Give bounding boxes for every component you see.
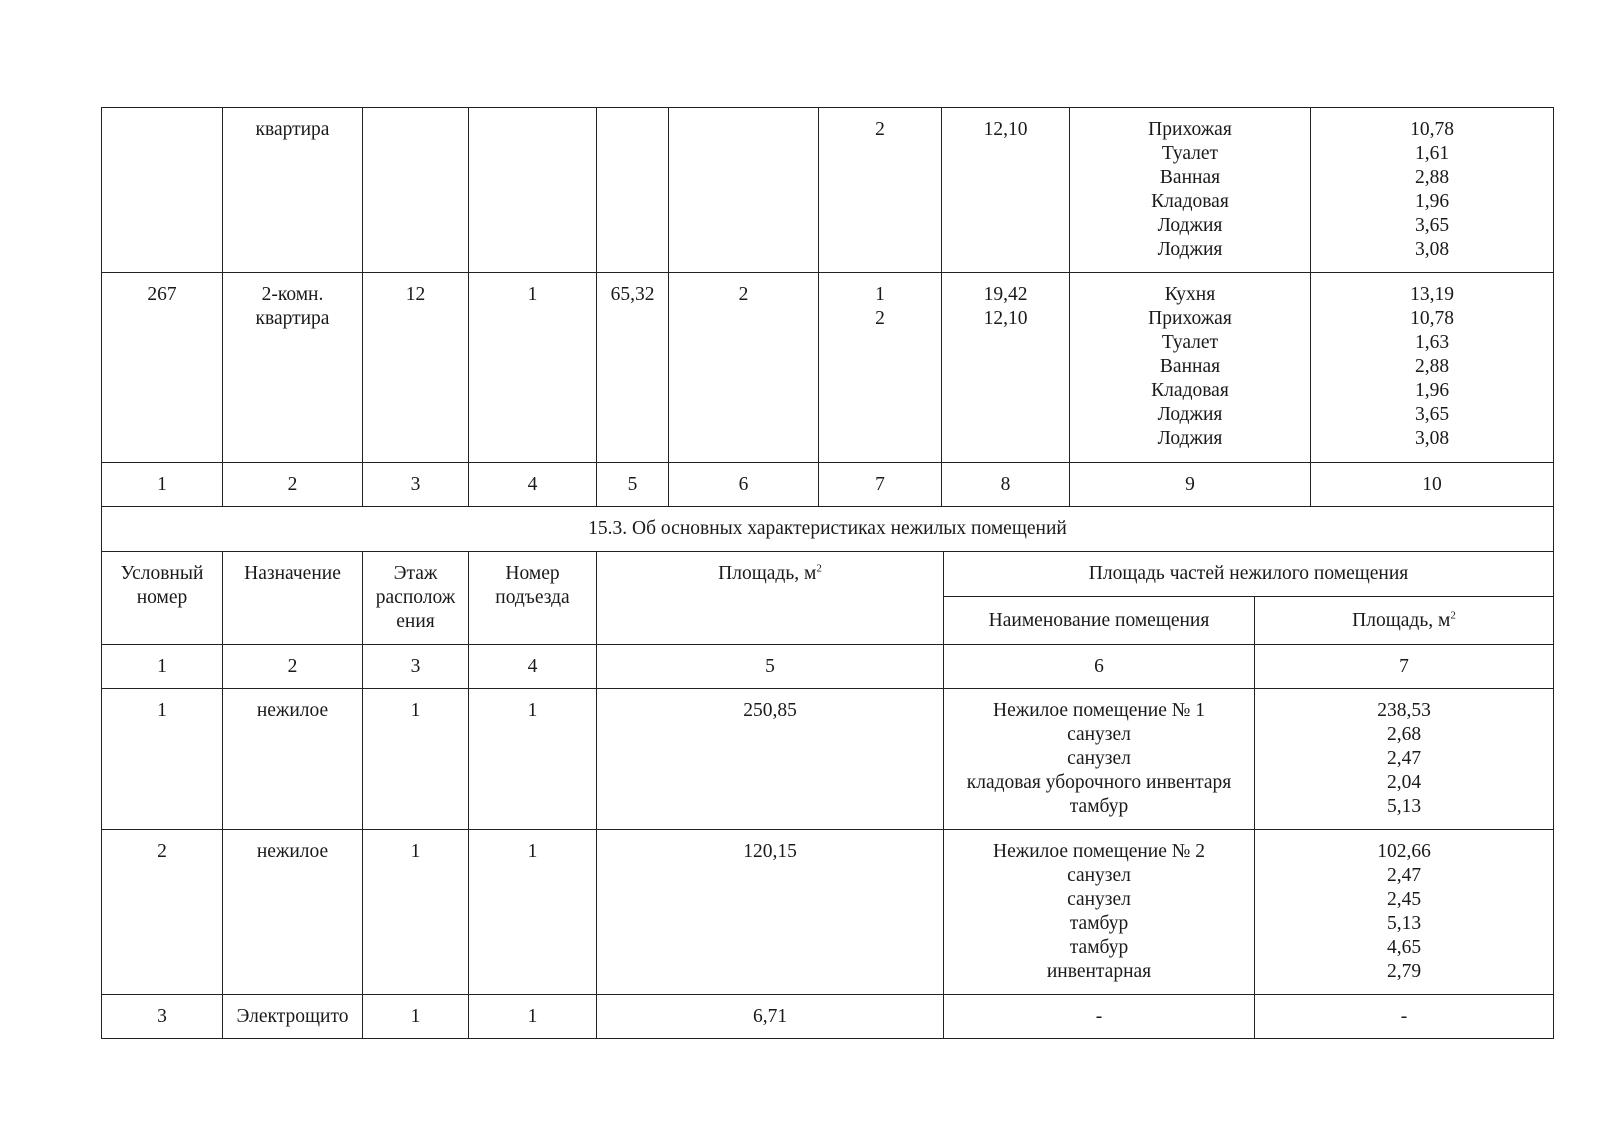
cell-c2 — [223, 273, 363, 463]
room-name: инвентарная — [1046, 961, 1152, 982]
header-text: Площадь, м — [1352, 609, 1451, 631]
room-area: 2,04 — [1386, 772, 1422, 793]
room-name: тамбур — [1069, 796, 1129, 817]
column-number: 9 — [1070, 463, 1311, 507]
column-number: 3 — [363, 645, 469, 689]
room-name: кладовая уборочного инвентаря — [966, 772, 1232, 793]
section-title-row — [102, 507, 1554, 552]
header-room-area — [1255, 597, 1554, 645]
column-number: 1 — [102, 463, 223, 507]
room-area: 2,47 — [1386, 865, 1422, 886]
room-name: Ванная — [1159, 356, 1221, 377]
cell-c10 — [1311, 273, 1554, 463]
table-row — [102, 273, 1554, 463]
room-name: Лоджия — [1157, 239, 1223, 260]
table-row — [102, 108, 1554, 273]
cell-area: 250,85 — [597, 689, 944, 830]
superscript: 2 — [816, 562, 822, 575]
header-text: ения — [396, 611, 435, 632]
header-text: располож — [375, 587, 456, 608]
cell-room-areas — [1255, 689, 1554, 830]
header-text: Номер — [505, 563, 560, 584]
column-number: 1 — [102, 645, 223, 689]
room-area: 102,66 — [1377, 841, 1431, 862]
header-parts-area: Площадь частей нежилого помещения — [944, 552, 1554, 597]
column-number: 6 — [669, 463, 819, 507]
cell-number: 2 — [102, 830, 223, 995]
column-number-row — [102, 463, 1554, 507]
room-name: тамбур — [1069, 913, 1129, 934]
room-area: 1,63 — [1414, 332, 1450, 353]
room-name: Прихожая — [1148, 308, 1232, 329]
cell-number: 3 — [102, 995, 223, 1039]
column-number: 5 — [597, 645, 944, 689]
cell-c8 — [942, 108, 1070, 273]
cell-room-names — [944, 830, 1255, 995]
room-name: Нежилое помещение № 1 — [992, 700, 1205, 721]
room-name: Лоджия — [1157, 404, 1223, 425]
cell-text: 19,42 — [983, 284, 1028, 305]
room-area: 238,53 — [1377, 700, 1431, 721]
cell-c6: 2 — [669, 273, 819, 463]
column-number: 7 — [1255, 645, 1554, 689]
room-area: 2,68 — [1386, 724, 1422, 745]
room-name: Туалет — [1161, 332, 1219, 353]
cell-c9 — [1070, 273, 1311, 463]
cell-text: 2 — [875, 308, 885, 329]
room-name: - — [1095, 1005, 1103, 1027]
cell-entrance: 1 — [469, 689, 597, 830]
cell-entrance: 1 — [469, 830, 597, 995]
cell-number: 1 — [102, 689, 223, 830]
cell-c10 — [1311, 108, 1554, 273]
column-number: 2 — [223, 645, 363, 689]
cell-area: 120,15 — [597, 830, 944, 995]
cell-text: 2 — [875, 119, 885, 140]
cell-purpose: Электрощито — [223, 995, 363, 1039]
room-area: 2,45 — [1386, 889, 1422, 910]
cell-floor: 1 — [363, 830, 469, 995]
column-number: 4 — [469, 463, 597, 507]
cell-text: квартира — [255, 119, 330, 140]
column-number: 5 — [597, 463, 669, 507]
column-number: 7 — [819, 463, 942, 507]
room-area: 1,96 — [1414, 191, 1450, 212]
header-text: Этаж — [393, 563, 438, 584]
column-number-row — [102, 645, 1554, 689]
cell-c5: 65,32 — [597, 273, 669, 463]
room-name: Лоджия — [1157, 215, 1223, 236]
cell-c7 — [819, 273, 942, 463]
header-row — [102, 552, 1554, 597]
column-number: 3 — [363, 463, 469, 507]
room-area: 10,78 — [1410, 308, 1454, 329]
room-name: Нежилое помещение № 2 — [992, 841, 1205, 862]
cell-text: 2-комн. — [261, 284, 324, 305]
room-area: - — [1400, 1005, 1408, 1027]
room-area: 10,78 — [1410, 119, 1454, 140]
cell-room-names — [944, 995, 1255, 1039]
room-name: Кухня — [1164, 284, 1216, 305]
cell-area: 6,71 — [597, 995, 944, 1039]
header-text: Условный — [120, 563, 204, 584]
cell-c3 — [363, 108, 469, 273]
room-name: Кладовая — [1151, 380, 1229, 401]
header-floor — [363, 552, 469, 645]
header-text: номер — [136, 587, 188, 608]
header-room-name: Наименование помещения — [944, 597, 1255, 645]
room-name: Кладовая — [1151, 191, 1229, 212]
room-area: 2,88 — [1414, 167, 1450, 188]
cell-c4 — [469, 108, 597, 273]
table-row — [102, 995, 1554, 1039]
room-area: 3,08 — [1414, 428, 1450, 449]
cell-c6 — [669, 108, 819, 273]
room-name: Прихожая — [1148, 119, 1232, 140]
cell-c2 — [223, 108, 363, 273]
cell-c1: 267 — [102, 273, 223, 463]
cell-purpose: нежилое — [223, 830, 363, 995]
cell-text: квартира — [255, 308, 330, 329]
cell-floor: 1 — [363, 689, 469, 830]
apartments-table — [101, 107, 1554, 507]
room-area: 2,79 — [1386, 961, 1422, 982]
room-area: 2,88 — [1414, 356, 1450, 377]
header-area — [597, 552, 944, 645]
column-number: 10 — [1311, 463, 1554, 507]
cell-c4: 1 — [469, 273, 597, 463]
cell-c1 — [102, 108, 223, 273]
room-name: Ванная — [1159, 167, 1221, 188]
cell-c8 — [942, 273, 1070, 463]
table-row — [102, 830, 1554, 995]
cell-c9 — [1070, 108, 1311, 273]
cell-text: 1 — [875, 284, 885, 305]
header-text: Площадь, м — [718, 563, 817, 584]
column-number: 4 — [469, 645, 597, 689]
room-name: санузел — [1067, 724, 1131, 745]
room-area: 13,19 — [1410, 284, 1454, 305]
cell-purpose: нежилое — [223, 689, 363, 830]
section-title: 15.3. Об основных характеристиках нежилых помещений — [102, 507, 1554, 552]
room-area: 4,65 — [1386, 937, 1422, 958]
room-area: 5,13 — [1386, 913, 1422, 934]
column-number: 2 — [223, 463, 363, 507]
superscript: 2 — [1450, 609, 1456, 621]
room-area: 3,65 — [1414, 404, 1450, 425]
room-name: тамбур — [1069, 937, 1129, 958]
room-name: Туалет — [1161, 143, 1219, 164]
room-area: 1,61 — [1414, 143, 1450, 164]
cell-entrance: 1 — [469, 995, 597, 1039]
room-name: санузел — [1067, 865, 1131, 886]
cell-room-names — [944, 689, 1255, 830]
cell-c3: 12 — [363, 273, 469, 463]
table-row — [102, 689, 1554, 830]
column-number: 6 — [944, 645, 1255, 689]
room-area: 5,13 — [1386, 796, 1422, 817]
header-conditional-number — [102, 552, 223, 645]
header-text: Назначение — [244, 563, 341, 584]
header-purpose — [223, 552, 363, 645]
cell-room-areas — [1255, 830, 1554, 995]
non-residential-table — [101, 506, 1554, 1039]
room-area: 2,47 — [1386, 748, 1422, 769]
header-entrance — [469, 552, 597, 645]
header-text: подъезда — [495, 587, 570, 608]
room-name: Лоджия — [1157, 428, 1223, 449]
cell-floor: 1 — [363, 995, 469, 1039]
cell-text: 12,10 — [983, 119, 1028, 140]
cell-room-areas — [1255, 995, 1554, 1039]
cell-text: 12,10 — [983, 308, 1028, 329]
room-name: санузел — [1067, 748, 1131, 769]
room-area: 3,08 — [1414, 239, 1450, 260]
room-area: 3,65 — [1414, 215, 1450, 236]
cell-c5 — [597, 108, 669, 273]
column-number: 8 — [942, 463, 1070, 507]
cell-c7 — [819, 108, 942, 273]
room-area: 1,96 — [1414, 380, 1450, 401]
room-name: санузел — [1067, 889, 1131, 910]
